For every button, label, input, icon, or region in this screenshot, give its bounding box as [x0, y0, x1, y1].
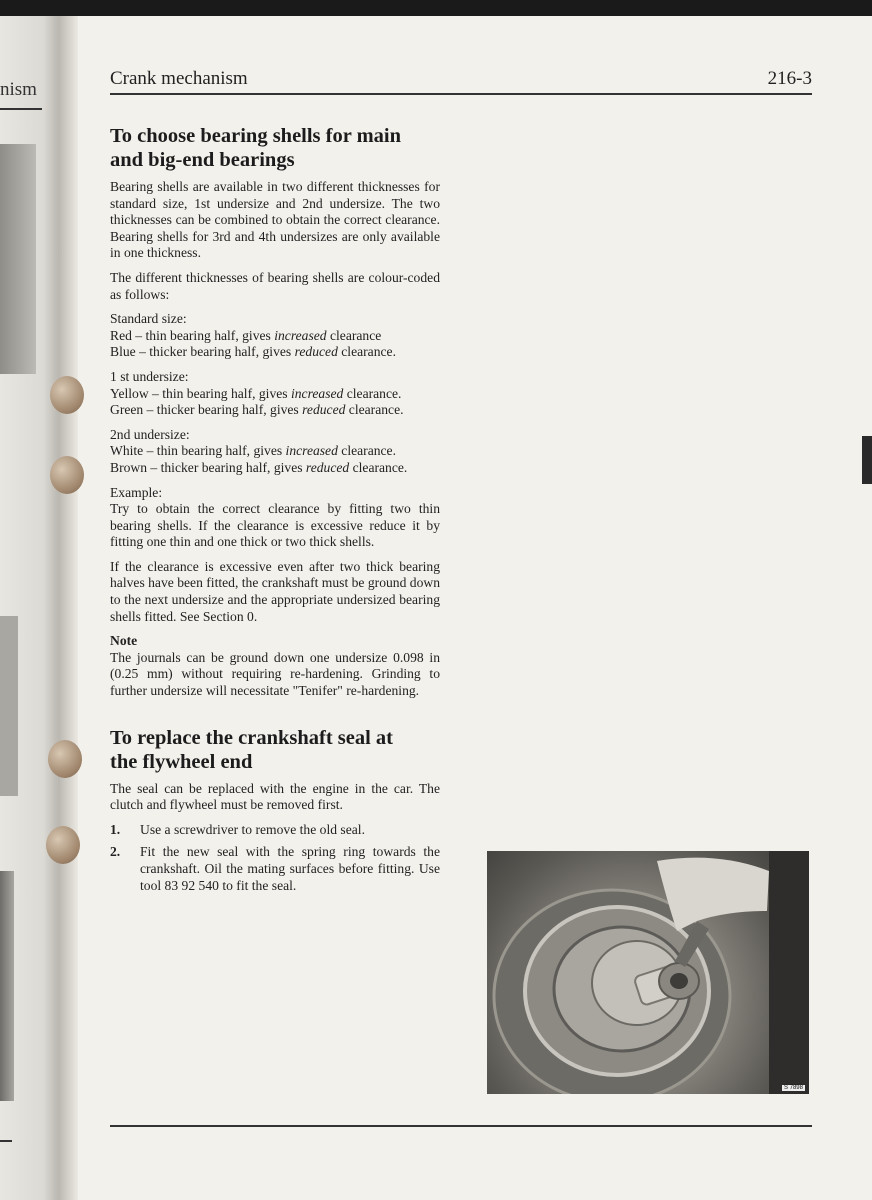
- colour-code-row: Brown – thicker bearing half, gives reduced clearance.: [110, 459, 408, 475]
- footer-rule: [110, 1125, 812, 1127]
- colour-code-row: Yellow – thin bearing half, gives increased clearance.: [110, 385, 402, 401]
- colour-code-group-standard: [110, 311, 440, 361]
- binding-spine: [58, 16, 78, 1200]
- header-title: Crank mechanism: [110, 68, 248, 89]
- photo-illustration: [487, 851, 809, 1094]
- previous-page-edge: [0, 16, 62, 1200]
- previous-page-footer-rule: [0, 1140, 12, 1142]
- photo-reference: S 7898: [783, 1085, 803, 1091]
- previous-page-photo: [0, 616, 18, 796]
- binder-hole: [50, 456, 84, 494]
- header-rule: [110, 93, 812, 95]
- page-number: 216-3: [767, 68, 812, 89]
- previous-page-header-rule: [0, 108, 42, 110]
- previous-page-photo: [0, 144, 36, 374]
- paragraph: The seal can be replaced with the engine in the car. The clutch and flywheel must be removed first.: [110, 780, 440, 813]
- step-text: Fit the new seal with the spring ring towards the crankshaft. Oil the mating surfaces before fitting. Use tool 83 92 540 to fit the seal.: [140, 844, 440, 893]
- binder-hole: [50, 376, 84, 414]
- binder-hole: [46, 826, 80, 864]
- example-block: [110, 485, 440, 551]
- colour-code-row: Green – thicker bearing half, gives reduced clearance.: [110, 402, 404, 418]
- list-item: [110, 844, 440, 894]
- scan-top-edge: [0, 0, 872, 16]
- example-text: Try to obtain the correct clearance by fitting two thin bearing shells. If the clearance is excessive reduce it by fitting one thin and one thick or two thick shells.: [110, 501, 440, 550]
- page-header: [110, 68, 812, 92]
- photo-seal-fitting: [487, 851, 809, 1094]
- step-text: Use a screwdriver to remove the old seal.: [140, 821, 365, 837]
- note-text: The journals can be ground down one undersize 0.098 in (0.25 mm) without requiring re-hardening. Grinding to further undersize will necessitate "Tenifer" re-hardening.: [110, 649, 440, 699]
- paragraph: If the clearance is excessive even after two thick bearing halves have been fitted, the crankshaft must be ground down to the next undersize and the appropriate undersized bearing shells fitted. See Section 0.: [110, 558, 440, 624]
- section-heading-bearing-shells: To choose bearing shells for main and big-end bearings: [110, 125, 402, 171]
- colour-code-row: White – thin bearing half, gives increased clearance.: [110, 443, 396, 459]
- group-label: 1 st undersize:: [110, 368, 189, 384]
- step-number: 1.: [110, 821, 121, 837]
- group-label: Standard size:: [110, 311, 187, 327]
- paragraph: The different thicknesses of bearing shells are colour-coded as follows:: [110, 269, 440, 302]
- note-label: Note: [110, 633, 138, 649]
- paragraph: Bearing shells are available in two different thicknesses for standard size, 1st undersize and 2nd undersize. The two thicknesses can be combined to obtain the correct clearance. Bearing shells for 3rd and 4th undersizes are only available in one thickness.: [110, 179, 440, 261]
- photo-dark-edge: [769, 851, 809, 1094]
- colour-code-group-2nd-undersize: [110, 427, 440, 477]
- section-heading-crankshaft-seal: To replace the crankshaft seal at the flywheel end: [110, 726, 393, 773]
- list-item: [110, 822, 440, 839]
- binder-hole: [48, 740, 82, 778]
- note-block: [110, 633, 440, 699]
- main-column: [110, 124, 440, 900]
- previous-page-header-fragment: nism: [0, 79, 37, 100]
- colour-code-row: Blue – thicker bearing half, gives reduced clearance.: [110, 344, 396, 360]
- example-label: Example:: [110, 484, 163, 500]
- group-label: 2nd undersize:: [110, 426, 190, 442]
- procedure-steps: [110, 822, 440, 894]
- section-tab-marker: [862, 436, 872, 484]
- previous-page-photo: [0, 871, 14, 1101]
- colour-code-group-1st-undersize: [110, 369, 440, 419]
- step-number: 2.: [110, 844, 121, 860]
- colour-code-row: Red – thin bearing half, gives increased clearance: [110, 327, 382, 343]
